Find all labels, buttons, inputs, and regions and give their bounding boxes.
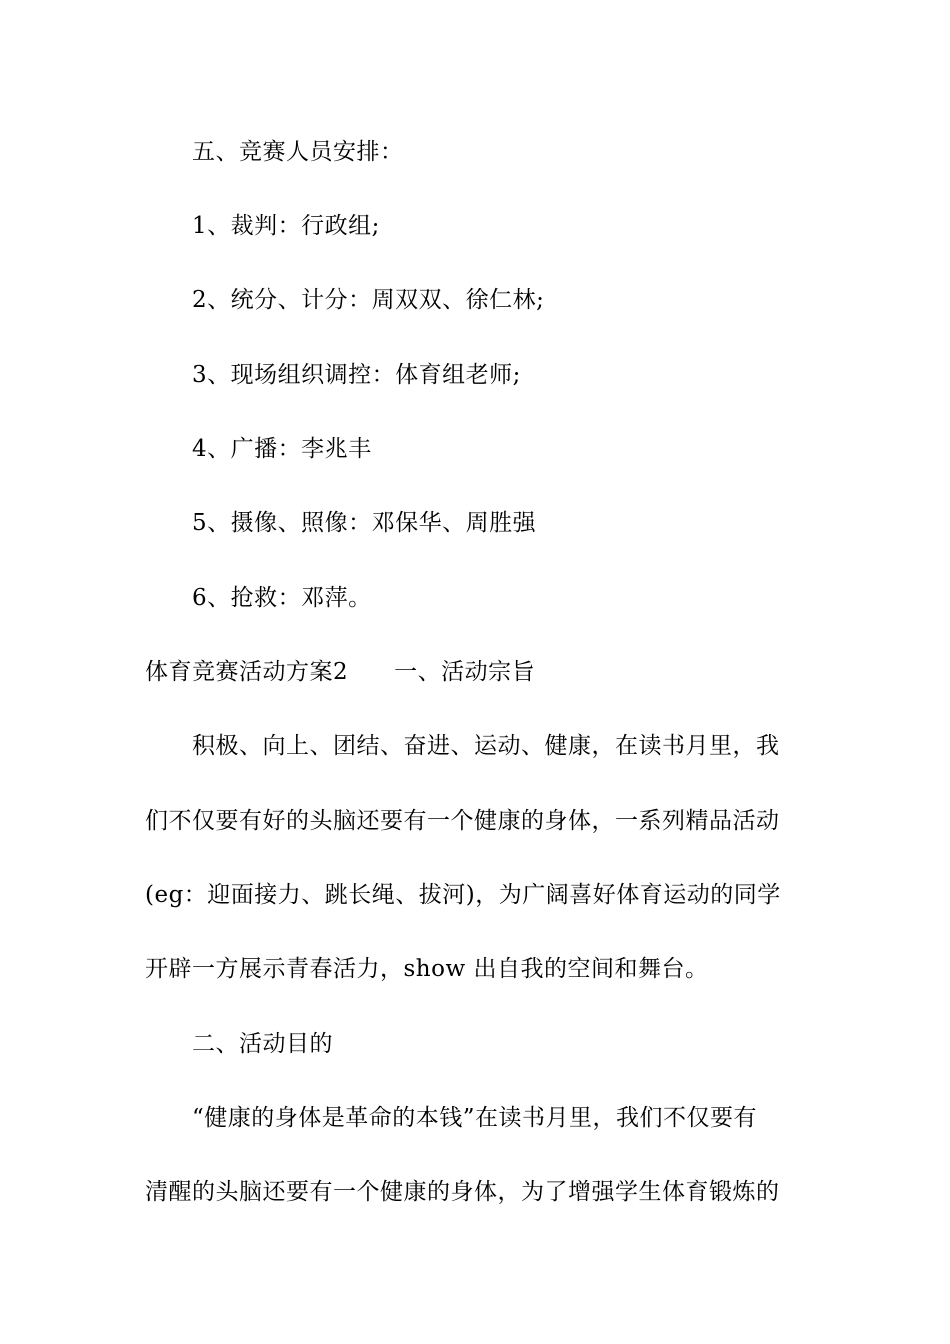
list-item: 6、抢救：邓萍。	[192, 585, 372, 611]
paragraph-line: (eg：迎面接力、跳长绳、拔河)，为广阔喜好体育运动的同学	[145, 882, 781, 908]
section-heading: 二、活动目的	[192, 1031, 333, 1057]
section-heading: 五、竞赛人员安排：	[192, 139, 404, 165]
plan-title-row	[145, 657, 810, 687]
list-item: 5、摄像、照像：邓保华、周胜强	[192, 510, 537, 536]
plan-title: 体育竞赛活动方案2	[145, 659, 349, 685]
list-item: 1、裁判：行政组;	[192, 213, 380, 239]
paragraph-line: 积极、向上、团结、奋进、运动、健康，在读书月里，我	[192, 733, 780, 759]
list-item: 2、统分、计分：周双双、徐仁林;	[192, 287, 545, 313]
paragraph-line: “健康的身体是革命的本钱”在读书月里，我们不仅要有	[192, 1105, 758, 1131]
paragraph-line: 开辟一方展示青春活力，show 出自我的空间和舞台。	[145, 956, 709, 982]
section-heading: 一、活动宗旨	[394, 659, 536, 685]
list-item: 3、现场组织调控：体育组老师;	[192, 362, 521, 388]
paragraph-line: 们不仅要有好的头脑还要有一个健康的身体，一系列精品活动	[145, 808, 780, 834]
paragraph-line: 清醒的头脑还要有一个健康的身体，为了增强学生体育锻炼的	[145, 1179, 780, 1205]
list-item: 4、广播：李兆丰	[192, 436, 372, 462]
